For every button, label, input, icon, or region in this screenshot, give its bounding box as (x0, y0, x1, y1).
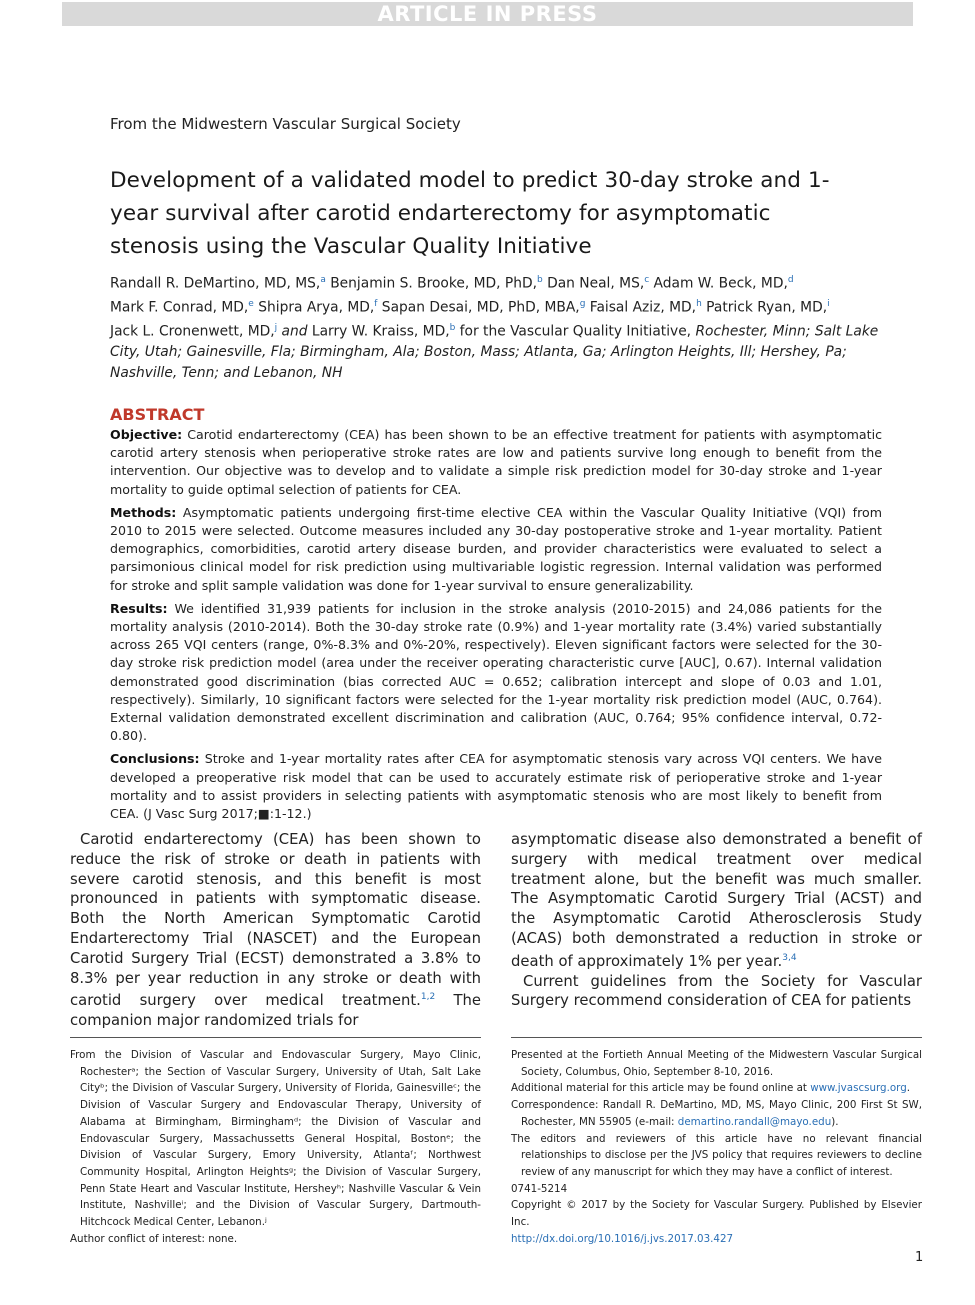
methods-text: Asymptomatic patients undergoing first-time elective CEA within the Vascular Quality Initiative (VQI) from 2010 to 2015 were selected. Outcome measures included any 30-day postoperative stroke and 1-year mortality. Patient demographics, comorbidities, carotid artery disease burden, and provider characteristics were evaluated to select a parsimonious clinical model for risk prediction using multivariable logistic regression. Internal validation was performed for stroke and split sample validation was done for 1-year survival to ensure generalizability. (110, 504, 882, 593)
author-name: Benjamin S. Brooke, MD, PhD, (325, 275, 537, 292)
affiliation-mark[interactable]: b (449, 323, 456, 334)
affiliation-mark[interactable]: b (536, 275, 543, 285)
footnote-divider-right (511, 1037, 922, 1038)
objective-label: Objective: (110, 427, 183, 442)
abstract-heading: ABSTRACT (110, 405, 205, 424)
footnote-divider-left (70, 1037, 481, 1038)
correspondence-footnote (511, 1097, 922, 1130)
presented-footnote: Presented at the Fortieth Annual Meeting of the Midwestern Vascular Surgical Society, Columbus, Ohio, September 8-10, 2016. (511, 1049, 922, 1078)
conclusions-label: Conclusions: (110, 751, 200, 767)
author-name: Mark F. Conrad, MD, (110, 299, 249, 316)
affiliation-mark[interactable]: f (374, 299, 378, 310)
correspondence-email-link[interactable]: demartino.randall@mayo.edu (677, 1115, 832, 1128)
abstract-body (110, 426, 882, 828)
article-in-press-banner: ARTICLE IN PRESS (62, 2, 913, 26)
body-paragraph-text: asymptomatic disease also demonstrated a benefit of surgery with medical treatment over medical treatment alone, but the benefit was much smaller. The Asymptomatic Carotid Surgery Trial (ACST) and the Asymptomatic Carotid Atherosclerosis Study (ACAS) both demonstrated a reduction in stroke or death of approximately 1% per year. (511, 831, 922, 970)
body-paragraph (511, 830, 922, 972)
results-label: Results: (110, 600, 168, 616)
methods-label: Methods: (110, 504, 177, 520)
doi-link[interactable]: http://dx.doi.org/10.1016/j.jvs.2017.03.427 (511, 1232, 734, 1245)
author-name: Shipra Arya, MD, (253, 299, 375, 316)
copyright: Copyright © 2017 by the Society for Vascular Surgery. Published by Elsevier Inc. (511, 1199, 922, 1229)
additional-material-footnote (511, 1080, 922, 1097)
author-locations: Rochester, Minn; Salt Lake City, Utah; Gainesville, Fla; Birmingham, Ala; Boston, Mass; Atlanta, Ga; Arlington Heights, Ill; Hershey, Pa; Nashville, Tenn; and Lebanon, NH (110, 323, 879, 381)
society-label: From the Midwestern Vascular Surgical Society (110, 115, 461, 133)
page-number: 1 (915, 1250, 924, 1265)
article-title: Development of a validated model to predict 30-day stroke and 1-year survival after carotid endarterectomy for asymptomatic stenosis using the Vascular Quality Initiative (110, 168, 830, 259)
footnotes-left (70, 1047, 481, 1247)
body-paragraph-tail: The companion major randomized trials for (70, 992, 481, 1030)
body-column-left (70, 830, 481, 1031)
correspondence-text: Correspondence: Randall R. DeMartino, MD, MS, Mayo Clinic, 200 First St SW, Rochester, MN 55905 (e-mail: (511, 1099, 922, 1128)
additional-text: Additional material for this article may be found online at (511, 1082, 811, 1095)
author-name: Sapan Desai, MD, PhD, MBA, (377, 299, 580, 316)
results-text: We identified 31,939 patients for inclusion in the stroke analysis (2010-2015) and 24,086 patients for the mortality analysis (2010-2014). Both the 30-day stroke rate (0.9%) and 1-year mortality rate (3.4%) varied substantially across 265 VQI centers (range, 0%-8.3% and 0%-20%, respectively). Eleven significant factors were selected for the 30-day stroke risk prediction model (area under the receiver operating characteristic curve [AUC], 0.67). Internal validation demonstrated good discrimination (bias corrected AUC = 0.652; calibration intercept and slope of 0.03 and 1.01, respectively). Similarly, 10 significant factors were selected for the 1-year mortality risk prediction model (AUC, 0.764). External validation demonstrated excellent discrimination and calibration (AUC, 0.764; 95% confidence interval, 0.72-0.80). (110, 600, 882, 744)
author-name: Patrick Ryan, MD, (701, 299, 828, 316)
author-name: Jack L. Cronenwett, MD, (110, 323, 275, 340)
author-name: Randall R. DeMartino, MD, MS, (110, 275, 321, 292)
affiliations-footnote: From the Division of Vascular and Endovascular Surgery, Mayo Clinic, Rochesterᵃ; the Section of Vascular Surgery, University of Utah, Salt Lake Cityᵇ; the Division of Vascular Surgery, University of Florida, Gainesvilleᶜ; the Division of Vascular Surgery and Endovascular Therapy, University of Alabama at Birmingham, Birminghamᵈ; the Division of Vascular and Endovascular Surgery, Massachussetts General Hospital, Bostonᵉ; the Division of Vascular Surgery, Emory University, Atlantaᶠ; Northwest Community Hospital, Arlington Heightsᵍ; the Division of Vascular Surgery, Penn State Heart and Vascular Institute, Hersheyʰ; Nashville Vascular & Vein Institute, Nashvilleⁱ; and the Division of Vascular Surgery, Dartmouth-Hitchcock Medical Center, Lebanon.ʲ (70, 1049, 481, 1229)
journal-website-link[interactable]: www.jvascsurg.org (810, 1082, 907, 1095)
affiliation-mark[interactable]: c (644, 275, 650, 285)
citation-link[interactable]: 1,2 (420, 992, 436, 1003)
affiliation-mark[interactable]: i (827, 299, 830, 310)
author-group: for the Vascular Quality Initiative, (455, 323, 692, 340)
author-name: Adam W. Beck, MD, (649, 275, 788, 292)
abstract-methods (110, 504, 882, 595)
correspondence-suffix: ). (831, 1115, 839, 1128)
citation-link[interactable]: 3,4 (782, 952, 797, 963)
issn: 0741-5214 (511, 1182, 568, 1195)
affiliation-mark[interactable]: j (274, 323, 278, 334)
editors-footnote: The editors and reviewers of this article have no relevant financial relationships to disclose per the JVS policy that requires reviewers to decline review of any manuscript for which they may have a conflict of interest. (511, 1132, 922, 1178)
body-column-right (511, 830, 922, 1011)
conflict-footnote: Author conflict of interest: none. (70, 1232, 238, 1245)
affiliation-mark[interactable]: d (787, 275, 794, 285)
abstract-conclusions (110, 750, 882, 823)
affiliation-mark[interactable]: e (248, 299, 254, 310)
objective-text: Carotid endarterectomy (CEA) has been shown to be an effective treatment for patients with asymptomatic carotid artery stenosis when perioperative stroke rates are low and patients survive long enough to benefit from the intervention. Our objective was to develop and to validate a simple risk prediction model for 30-day stroke and 1-year mortality to guide optimal selection of patients for CEA. (110, 427, 882, 497)
author-conjunction: and (277, 323, 308, 340)
author-name: Dan Neal, MS, (542, 275, 645, 292)
footnotes-right (511, 1047, 922, 1247)
additional-suffix: . (906, 1082, 911, 1095)
affiliation-mark[interactable]: a (320, 275, 326, 285)
author-name: Faisal Aziz, MD, (585, 299, 697, 316)
affiliation-mark[interactable]: g (579, 299, 586, 310)
author-name: Larry W. Kraiss, MD, (307, 323, 450, 340)
abstract-results (110, 600, 882, 746)
body-paragraph: Carotid endarterectomy (CEA) has been shown to reduce the risk of stroke or death in patients with severe carotid stenosis, and this benefit is most pronounced in patients with symptomatic disease. Both the North American Symptomatic Carotid Endarterectomy Trial (NASCET) and the European Carotid Surgery Trial (ECST) demonstrated a 3.8% to 8.3% per year reduction in any stroke or death with carotid surgery over medical treatment. (70, 831, 481, 1010)
conclusions-text: Stroke and 1-year mortality rates after CEA for asymptomatic stenosis vary across VQI centers. We have developed a preoperative risk model that can be used to accurately estimate risk of perioperative stroke and 1-year mortality and to assist providers in selecting patients with asymptomatic stenosis who are most likely to benefit from CEA. (J Vasc Surg 2017;■:1-12.) (110, 751, 882, 822)
abstract-objective (110, 426, 882, 499)
author-list (110, 270, 885, 383)
body-paragraph: Current guidelines from the Society for Vascular Surgery recommend consideration of CEA for patients (511, 972, 922, 1010)
affiliation-mark[interactable]: h (696, 299, 702, 310)
